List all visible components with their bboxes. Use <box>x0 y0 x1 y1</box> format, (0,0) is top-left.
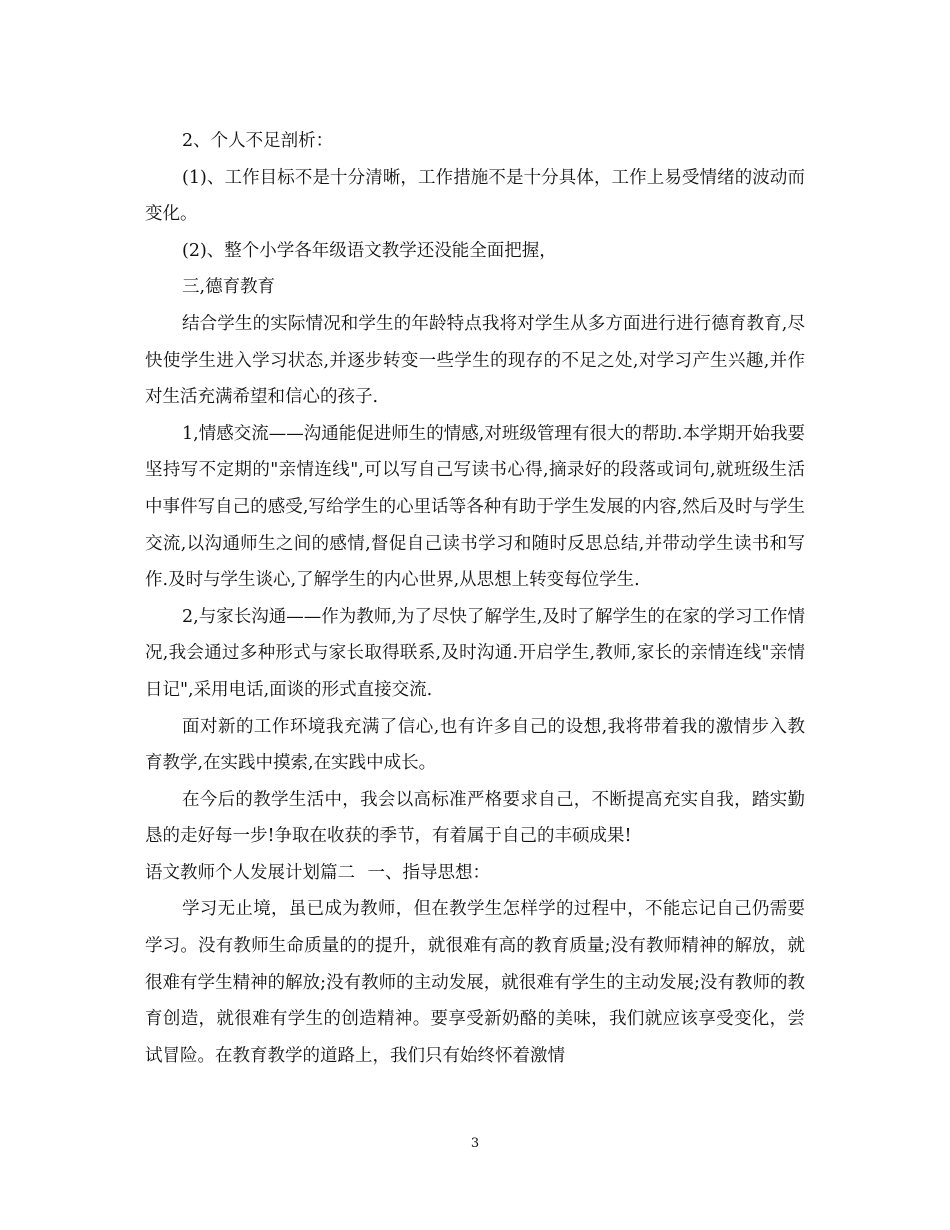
paragraph-1: 2、个人不足剖析： <box>182 131 334 151</box>
paragraph-6: 1,情感交流——沟通能促进师生的情感,对班级管理有很大的帮助.本学期开始我要坚持写不定期的"亲情连线",可以写自己写读书心得,摘录好的段落或词句,就班级生活中事件写自己的感受,写给学生的心里话等各种有助于学生发展的内容,然后及时与学生交流,以沟通师生之间的感情,督促自己读书学习和随时反思总结,并带动学生读书和写作.及时与学生谈心,了解学生的内心世界,从思想上转变每位学生. <box>145 423 805 591</box>
paragraph-7: 2,与家长沟通——作为教师,为了尽快了解学生,及时了解学生的在家的学习工作情况,我会通过多种形式与家长取得联系,及时沟通.开启学生,教师,家长的亲情连线"亲情日记",采用电话,面谈的形式直接交流. <box>145 606 805 700</box>
paragraph-3: (2)、整个小学各年级语文教学还没能全面把握， <box>182 240 557 261</box>
page-number: 3 <box>470 1136 480 1151</box>
paragraph-2: (1)、工作目标不是十分清晰，工作措施不是十分具体，工作上易受情绪的波动而变化。 <box>145 167 805 225</box>
paragraph-8: 面对新的工作环境我充满了信心,也有许多自己的设想,我将带着我的激情步入教育教学,在实践中摸索,在实践中成长。 <box>145 716 805 774</box>
article-title: 语文教师个人发展计划篇二 一、指导思想： <box>145 862 491 883</box>
section-heading: 三,德育教育 <box>182 277 276 298</box>
document-body <box>145 123 805 1074</box>
paragraph-9: 在今后的教学生活中，我会以高标准严格要求自己，不断提高充实自我，踏实勤恳的走好每一步!争取在收获的季节，有着属于自己的丰硕成果! <box>145 789 805 847</box>
paragraph-5: 结合学生的实际情况和学生的年龄特点我将对学生从多方面进行进行德育教育,尽快使学生进入学习状态,并逐步转变一些学生的现存的不足之处,对学习产生兴趣,并作对生活充满希望和信心的孩子. <box>145 313 805 408</box>
paragraph-11: 学习无止境，虽已成为教师，但在教学生怎样学的过程中，不能忘记自己仍需要学习。没有教师生命质量的的提升，就很难有高的教育质量;没有教师精神的解放，就很难有学生精神的解放;没有教师的主动发展，就很难有学生的主动发展;没有教师的教育创造，就很难有学生的创造精神。要享受新奶酪的美味，我们就应该享受变化，尝试冒险。在教育教学的道路上，我们只有始终怀着激情 <box>145 899 805 1066</box>
